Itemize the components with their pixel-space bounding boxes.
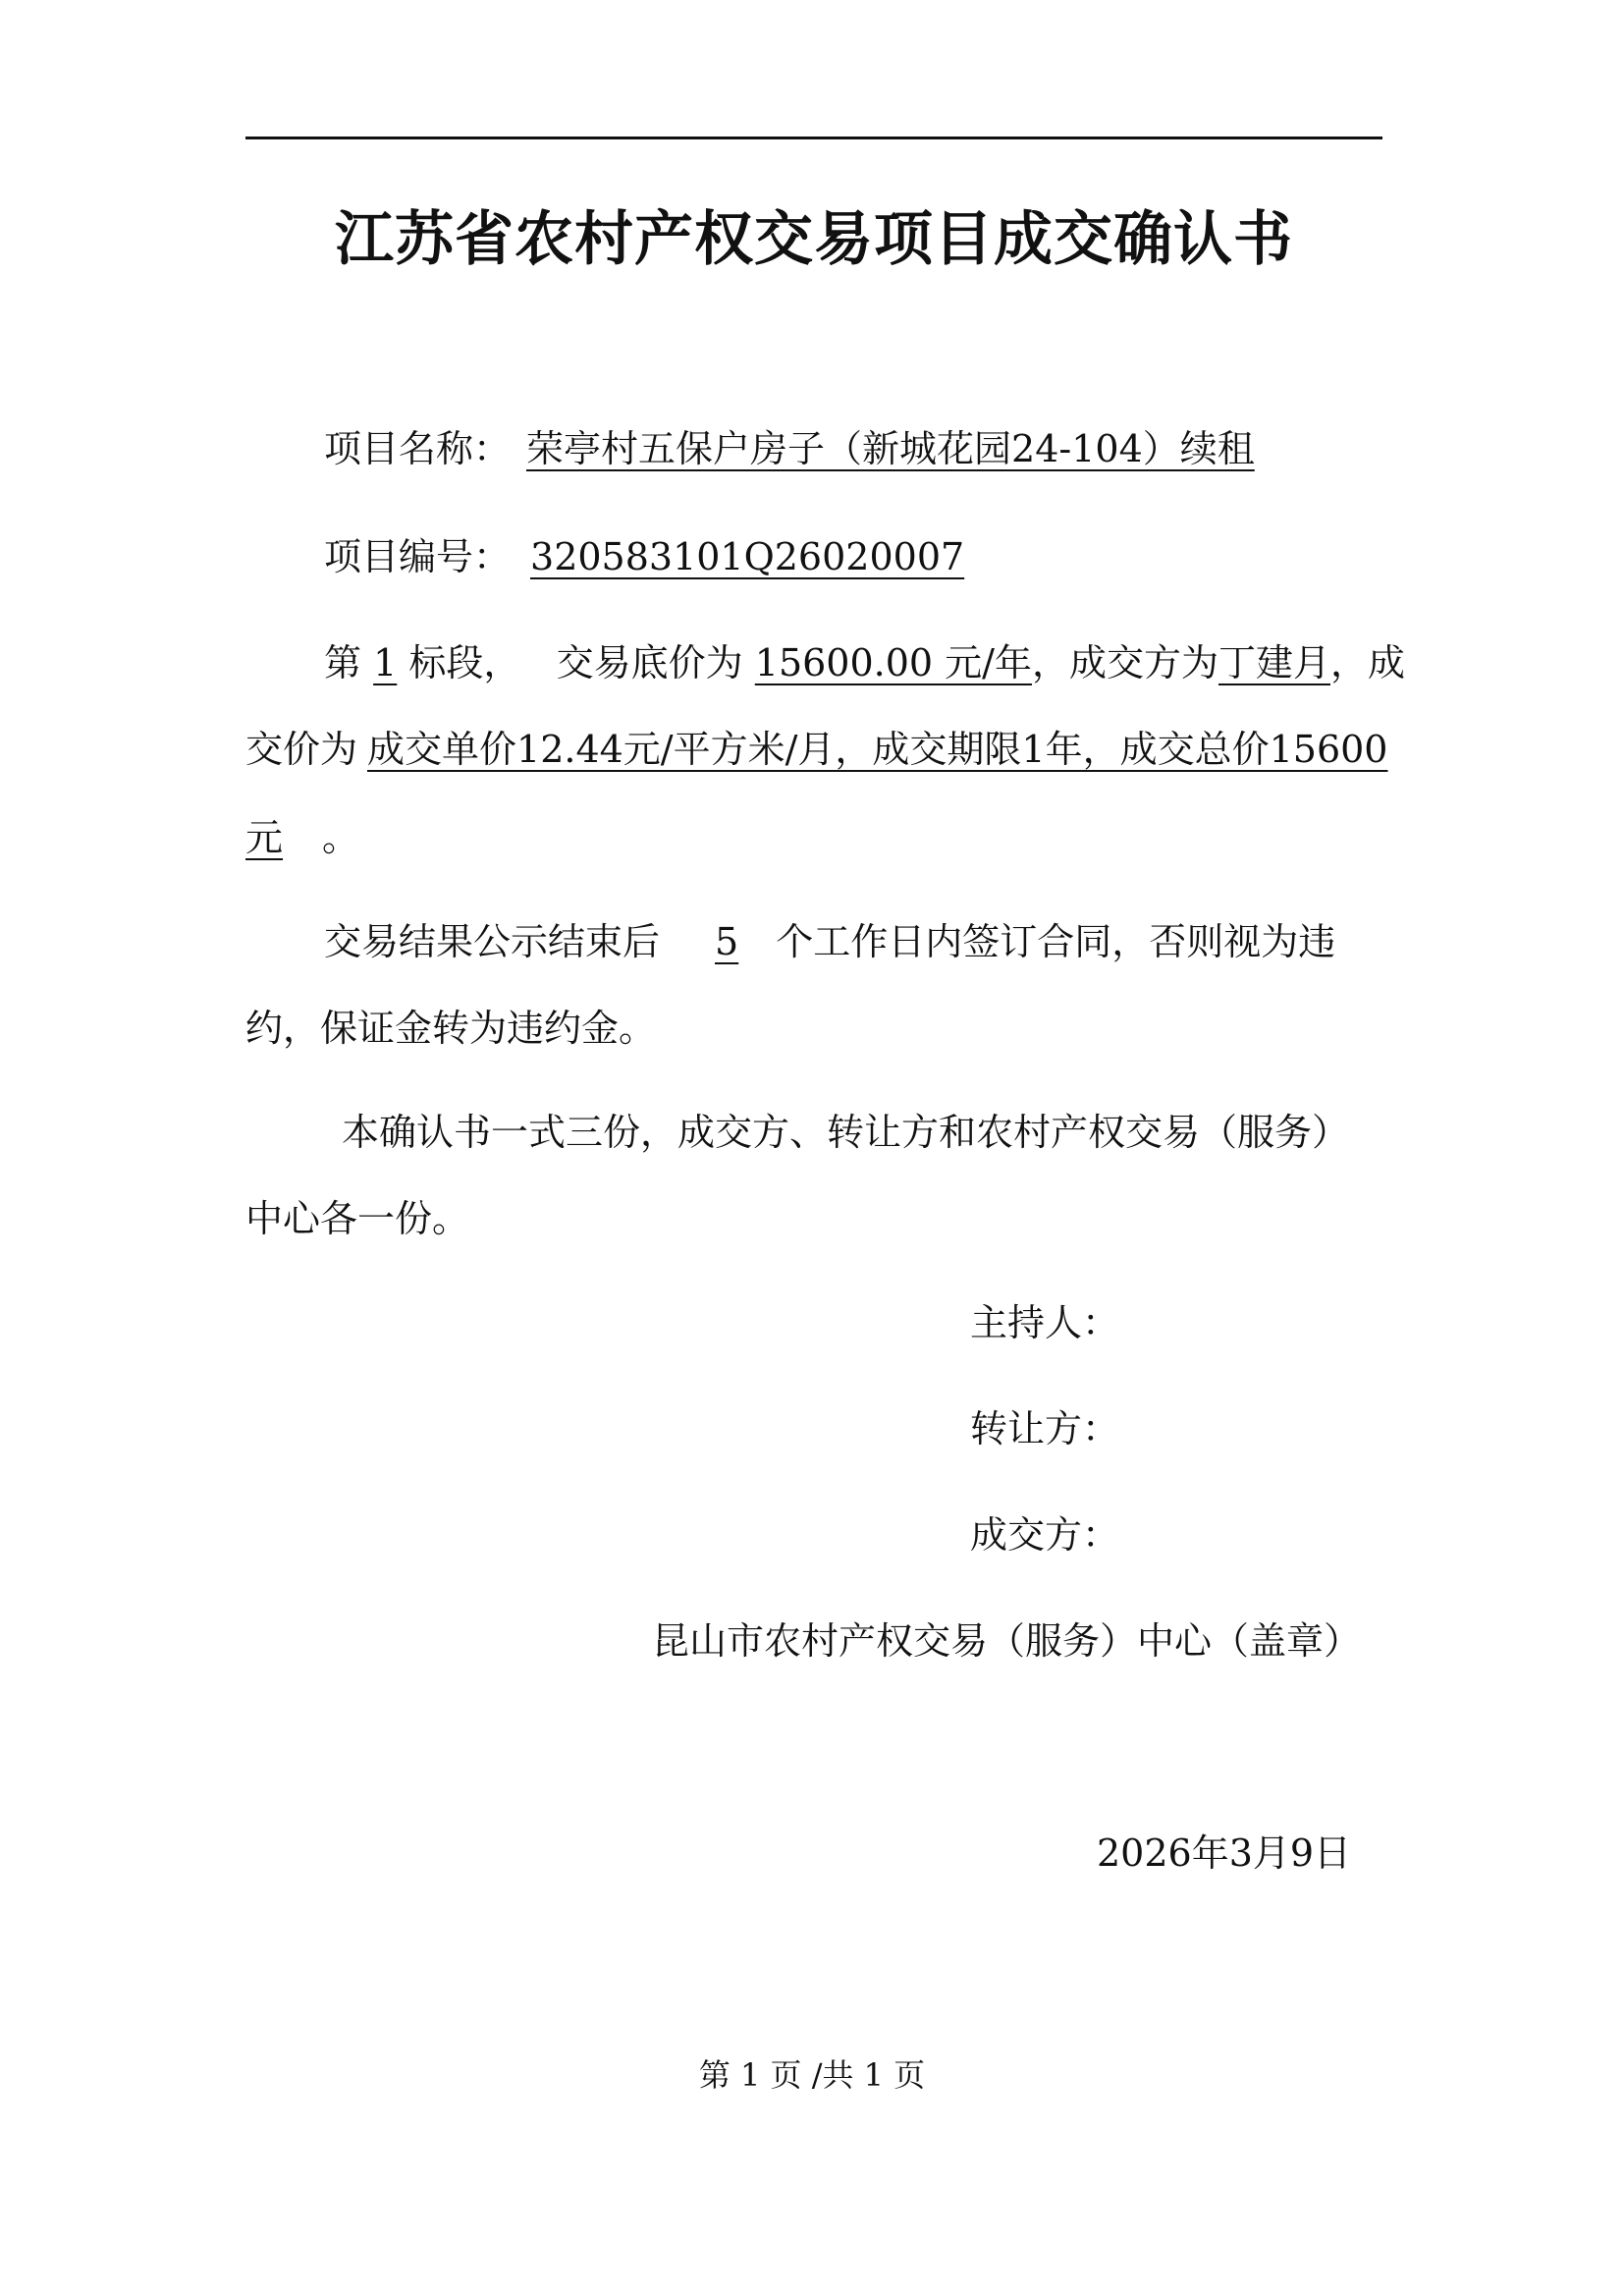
- project-name-value: 荣亭村五保户房子（新城花园24-104）续租: [526, 427, 1255, 470]
- lot-line-1: [324, 638, 1405, 687]
- lot-number: 1: [373, 641, 398, 684]
- lot-line-2: [245, 725, 1387, 774]
- base-price-value: 15600.00 元/年: [754, 641, 1032, 684]
- buyer-sign-label: 成交方：: [970, 1513, 1120, 1557]
- host-label: 主持人：: [970, 1301, 1120, 1344]
- copies-line-1: 本确认书一式三份，成交方、转让方和农村产权交易（服务）: [342, 1111, 1350, 1154]
- deal-terms-period: 。: [322, 816, 360, 859]
- page-footer: 第 1 页 /共 1 页: [698, 2056, 926, 2094]
- project-number-label: 项目编号：: [324, 535, 512, 578]
- transferor-label: 转让方：: [970, 1407, 1120, 1450]
- contract-text-c: 约，保证金转为违约金。: [245, 1007, 657, 1050]
- contract-line-2: [245, 1004, 656, 1053]
- contract-text-a: 交易结果公示结束后: [324, 920, 661, 963]
- deal-terms-line-3: 元: [245, 816, 284, 859]
- header-rule: [245, 137, 1382, 139]
- copies-line-2: 中心各一份。: [245, 1197, 470, 1240]
- center-seal-label: 昆山市农村产权交易（服务）中心（盖章）: [652, 1619, 1362, 1663]
- lot-line-3: [245, 813, 359, 862]
- deal-price-label: 交价为: [245, 728, 358, 771]
- document-date: 2026年3月9日: [1097, 1831, 1352, 1875]
- document-title: 江苏省农村产权交易项目成交确认书: [335, 205, 1293, 274]
- project-name-label: 项目名称：: [324, 427, 512, 470]
- buyer-label: ，成交方为: [1031, 641, 1218, 684]
- project-name-row: [324, 424, 1265, 473]
- deal-terms-line-2: 成交单价12.44元/平方米/月，成交期限1年，成交总价15600: [367, 728, 1388, 771]
- lot-line-end: ，成: [1330, 641, 1406, 684]
- contract-text-b: 个工作日内签订合同，否则视为违: [776, 920, 1336, 963]
- contract-line-1: [324, 917, 1335, 966]
- lot-suffix: 标段，: [408, 641, 521, 684]
- project-number-value: 320583101Q26020007: [530, 535, 965, 578]
- lot-prefix: 第: [324, 641, 362, 684]
- project-number-row: [324, 532, 978, 581]
- base-price-label: 交易底价为: [556, 641, 743, 684]
- buyer-value: 丁建月: [1218, 641, 1330, 684]
- contract-days: 5: [715, 920, 739, 963]
